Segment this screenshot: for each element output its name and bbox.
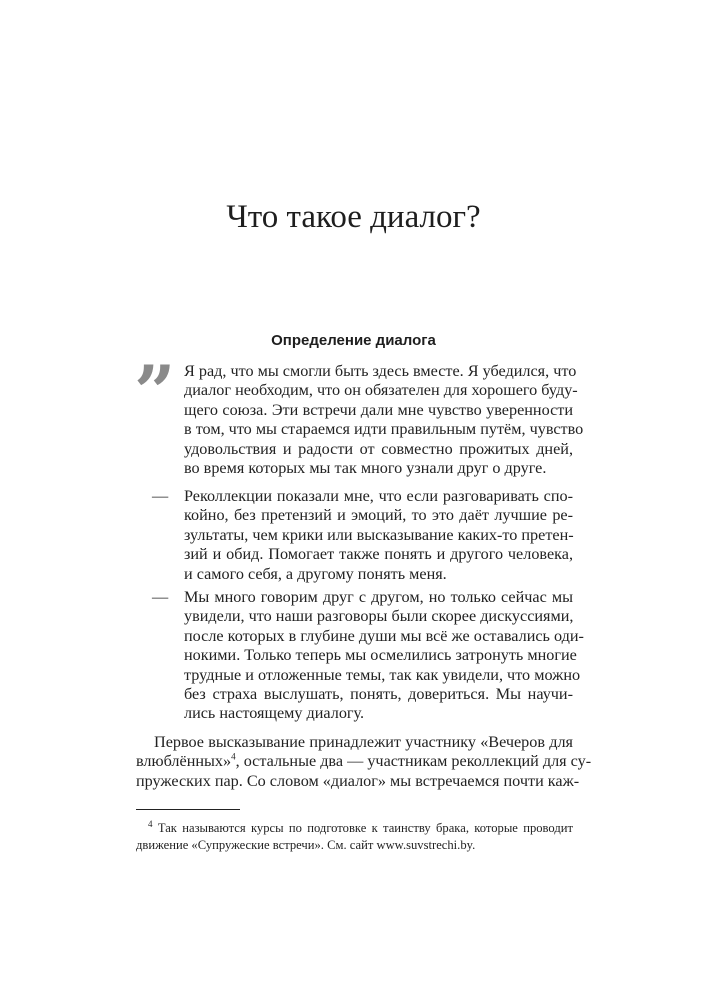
text-line: Реколлекции показали мне, что если разговаривать спо- (184, 487, 573, 505)
quote-paragraph-3 (184, 588, 584, 724)
body-paragraph (136, 733, 592, 791)
text-line: удовольствия и радости от совместно прожитых дней, (184, 439, 573, 458)
text-line: зультаты, чем крики или высказывание каких-то претен- (184, 525, 574, 544)
footnote-line (136, 820, 573, 837)
footnote-text: Так называются курсы по подготовке к таинству брака, которые проводит (157, 821, 573, 835)
text-line: Мы много говорим друг с другом, но только сейчас мы (184, 588, 573, 606)
text-line: в том, что мы стараемся идти правильным путём, чувство (184, 420, 584, 439)
dash-marker: — (152, 588, 169, 606)
chapter-title: Что такое диалог? (226, 199, 481, 235)
footnote-reference[interactable]: 4 (231, 752, 236, 763)
text-line: после которых в глубине души мы всё же оставались оди- (184, 626, 584, 645)
text-line: пружеских пар. Со словом «диалог» мы встречаемся почти каж- (136, 771, 580, 790)
section-heading: Определение диалога (271, 332, 436, 349)
text-fragment: влюблённых» (136, 752, 232, 771)
text-line (136, 752, 592, 771)
quote-paragraph-2 (184, 487, 573, 584)
text-line: Первое высказывание принадлежит участнику «Вечеров для (154, 733, 573, 751)
text-line: койно, без претензий и эмоций, то это даёт лучшие ре- (184, 506, 573, 525)
footnote (136, 820, 573, 854)
text-line: и самого себя, а другому понять меня. (184, 564, 447, 583)
text-line: увидели, что наши разговоры были скорее дискуссиями, (184, 607, 574, 626)
dash-marker: — (152, 487, 169, 505)
text-line: во время которых мы так много узнали друг о друге. (184, 459, 547, 478)
text-line: зий и обид. Помогает также понять и другого человека, (184, 545, 573, 564)
text-line: без страха выслушать, понять, довериться. Мы научи- (184, 685, 573, 704)
footnote-number: 4 (148, 818, 153, 829)
quote-paragraph-1 (184, 362, 584, 478)
footnote-separator (136, 809, 240, 810)
text-line: Я рад, что мы смогли быть здесь вместе. Я убедился, что (184, 362, 577, 380)
text-line: трудные и отложенные темы, так как увидели, что можно (184, 665, 581, 684)
quotation-mark-icon: ” (134, 349, 176, 434)
text-fragment: , остальные два — участникам реколлекций для су- (235, 752, 592, 771)
text-line: лись настоящему диалогу. (184, 704, 365, 723)
text-line: щего союза. Эти встречи дали мне чувство уверенности (184, 400, 573, 419)
text-line: нокими. Только теперь мы осмелились затронуть многие (184, 646, 577, 665)
text-line: диалог необходим, что он обязателен для хорошего буду- (184, 381, 578, 400)
footnote-line: движение «Супружеские встречи». См. сайт www.suvstrechi.by. (136, 838, 476, 852)
